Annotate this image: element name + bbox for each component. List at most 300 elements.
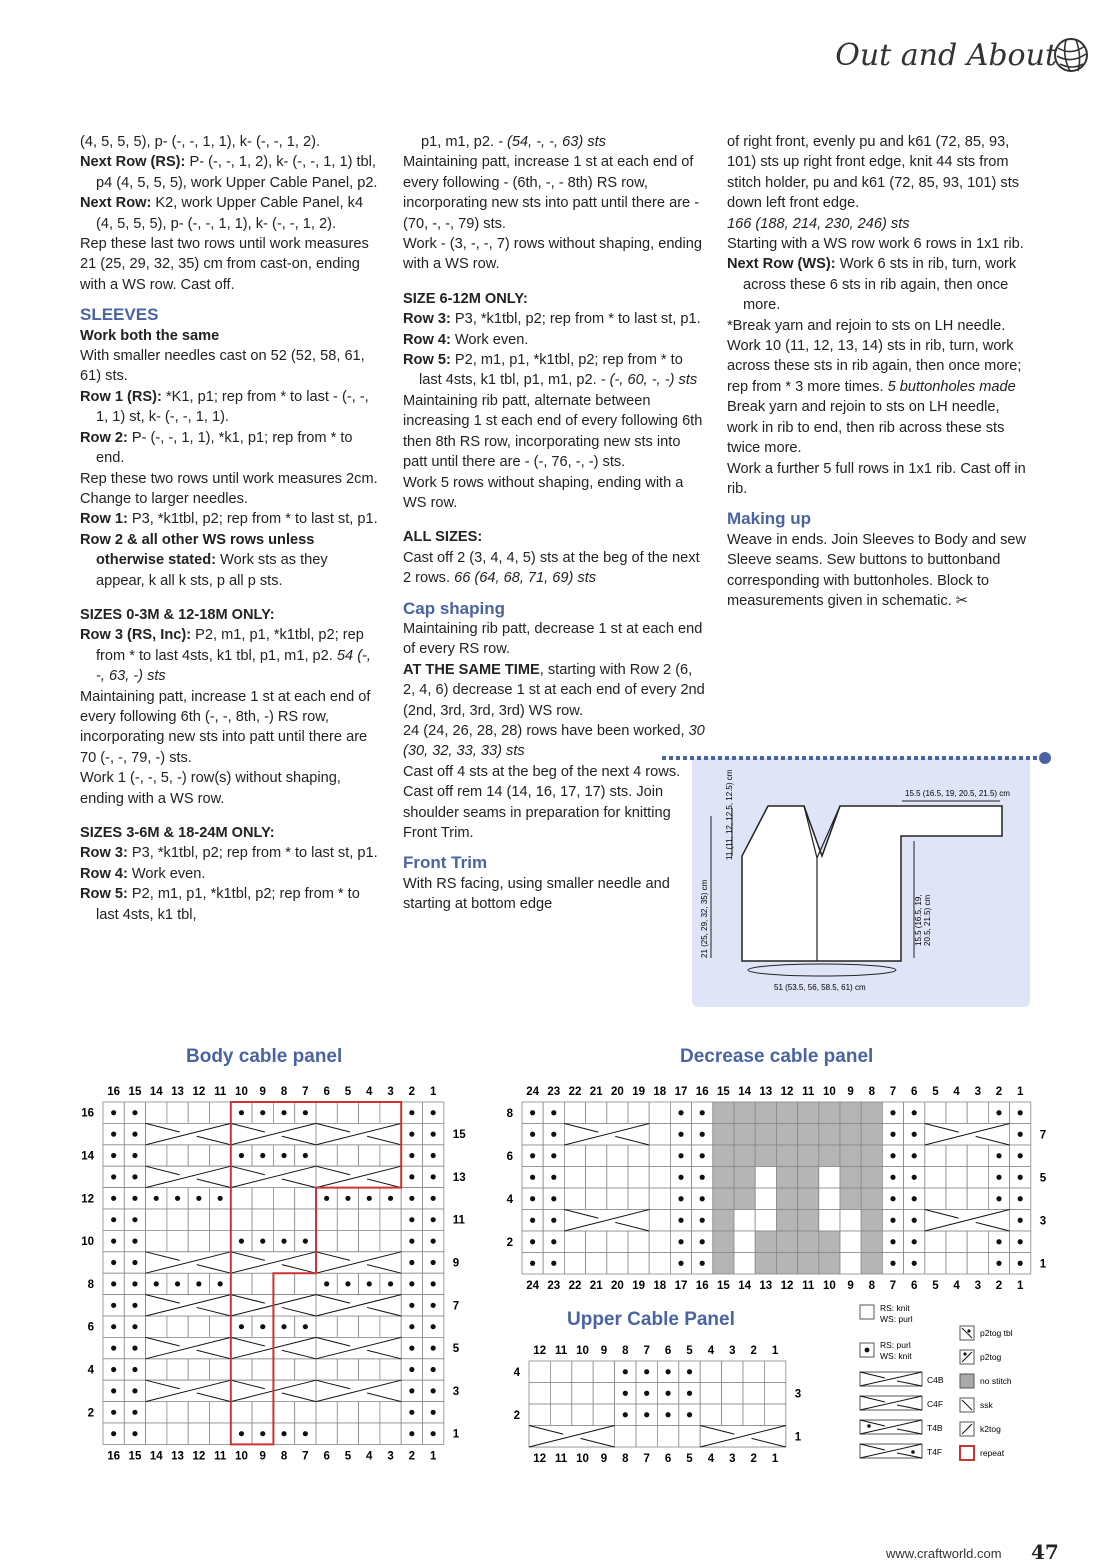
purl-dot: [111, 1174, 116, 1179]
chart-cell: [167, 1423, 188, 1444]
purl-dot: [132, 1346, 137, 1351]
chart-cell: [840, 1167, 861, 1189]
instruction-text: Maintaining patt, increase 1 st at each end of every following - (6th, -, - 8th) RS row, incorporating new sts into patt until there are - (70, -, -, 79) sts.: [403, 154, 700, 232]
purl-dot: [431, 1132, 436, 1137]
column-number: 1: [1016, 1280, 1024, 1292]
purl-dot: [303, 1324, 308, 1329]
purl-dot: [623, 1369, 628, 1374]
purl-dot: [890, 1153, 895, 1158]
column-number: 16: [107, 1086, 121, 1098]
column-number: 13: [759, 1280, 773, 1292]
chart-cell: [649, 1253, 670, 1275]
purl-dot: [700, 1175, 705, 1180]
chart-cell: [146, 1145, 167, 1166]
instruction-paragraph: [80, 326, 380, 346]
column-number: 20: [611, 1280, 624, 1292]
column-number: 12: [533, 1345, 547, 1357]
chart-cell: [316, 1316, 337, 1337]
purl-dot: [431, 1367, 436, 1372]
chart-cell: [607, 1167, 628, 1189]
column-number: 10: [576, 1345, 589, 1357]
purl-dot: [431, 1260, 436, 1265]
column-number: 6: [910, 1086, 918, 1098]
purl-dot: [996, 1175, 1001, 1180]
column-number: 10: [823, 1280, 836, 1292]
row-label: Row 4:: [80, 865, 128, 882]
chart-cell: [925, 1253, 946, 1275]
size-heading: SIZE 6-12M ONLY:: [403, 290, 528, 307]
purl-dot: [687, 1412, 692, 1417]
purl-dot: [996, 1261, 1001, 1266]
column-number: 14: [738, 1086, 751, 1098]
purl-dot: [132, 1367, 137, 1372]
chart-cell: [713, 1231, 734, 1253]
length-label: 21 (25, 29, 32, 35) cm: [700, 879, 709, 958]
column-number: 5: [344, 1450, 352, 1463]
column-number: 14: [149, 1450, 163, 1463]
chart-cell: [564, 1102, 585, 1124]
instruction-paragraph: [727, 397, 1027, 458]
purl-dot: [912, 1110, 917, 1115]
column-number: 3: [387, 1450, 394, 1463]
chart-cell: [146, 1402, 167, 1423]
chart-cell: [572, 1361, 593, 1383]
section-title: Out and About: [835, 38, 1057, 73]
chart-cell: [819, 1124, 840, 1146]
row-number: 9: [452, 1257, 460, 1270]
chart-cell: [337, 1402, 358, 1423]
chart-cell: [776, 1231, 797, 1253]
chart-cell: [380, 1359, 401, 1380]
purl-dot: [687, 1391, 692, 1396]
purl-dot: [431, 1217, 436, 1222]
chart-cell: [734, 1188, 755, 1210]
purl-dot: [324, 1196, 329, 1201]
chart-cell: [776, 1188, 797, 1210]
chart-cell: [628, 1145, 649, 1167]
stitch-count: 5 buttonholes made: [887, 378, 1016, 395]
chart-cell: [188, 1423, 209, 1444]
column-number: 13: [171, 1086, 184, 1098]
purl-dot: [700, 1153, 705, 1158]
column-number: 12: [533, 1453, 547, 1465]
instruction-paragraph: [80, 193, 380, 234]
stitch-count: - (-, 60, -, -) sts: [600, 372, 698, 389]
instruction-paragraph: [403, 619, 708, 660]
row-label: Next Row (WS):: [727, 256, 836, 273]
chart-cell: [700, 1383, 721, 1405]
instruction-text: *Break yarn and rejoin to sts on LH needle. Work 10 (11, 12, 13, 14) sts in rib, turn, work across these sts in rib again, then once more; rep from * 3 more times.: [727, 317, 1022, 395]
chart-cell: [359, 1209, 380, 1230]
chart-cell: [713, 1210, 734, 1232]
chart-cell: [586, 1253, 607, 1275]
purl-dot: [996, 1196, 1001, 1201]
row-number: 1: [1039, 1258, 1047, 1271]
column-number: 7: [643, 1453, 650, 1465]
chart-cell: [188, 1402, 209, 1423]
chart-cell: [231, 1273, 252, 1294]
instruction-paragraph: [80, 768, 380, 809]
column-number: 9: [600, 1345, 608, 1357]
section-heading: SLEEVES: [80, 305, 159, 325]
purl-dot: [132, 1153, 137, 1158]
instruction-paragraph: [403, 234, 708, 275]
chart-cell: [167, 1316, 188, 1337]
chart-cell: [713, 1188, 734, 1210]
purl-dot: [239, 1431, 244, 1436]
instruction-paragraph: [403, 309, 708, 329]
row-label: Work both the same: [80, 327, 220, 344]
chart-cell: [946, 1167, 967, 1189]
instruction-paragraph: [727, 254, 1027, 315]
chart-cell: [586, 1167, 607, 1189]
chart-cell: [146, 1102, 167, 1123]
chest-label: 51 (53.5, 56, 58.5, 61) cm: [774, 983, 866, 992]
row-number: 3: [452, 1385, 460, 1398]
chart-cell: [564, 1145, 585, 1167]
purl-dot: [431, 1110, 436, 1115]
instruction-text: P2, m1, p1, *k1tbl, p2; rep from * to last 4sts, k1 tbl, p1, m1, p2.: [96, 627, 364, 664]
chart-cell: [359, 1316, 380, 1337]
chart-cell: [734, 1253, 755, 1275]
chart-cell: [146, 1316, 167, 1337]
instruction-text: Work sts as they appear, k all k sts, p all p sts.: [96, 552, 328, 589]
chart-cell: [167, 1102, 188, 1123]
purl-dot: [530, 1239, 535, 1244]
column-number: 2: [995, 1086, 1003, 1098]
column-number: 24: [526, 1280, 539, 1292]
chart-cell: [210, 1209, 231, 1230]
chart-cell: [798, 1210, 819, 1232]
chart-cell: [380, 1230, 401, 1251]
purl-dot: [409, 1153, 414, 1158]
column-number: 4: [707, 1453, 715, 1465]
chart-cell: [252, 1209, 273, 1230]
row-number: 2: [513, 1409, 520, 1422]
row-number: 10: [81, 1236, 94, 1249]
chart-cell: [713, 1253, 734, 1275]
purl-dot: [530, 1218, 535, 1223]
column-number: 13: [759, 1086, 773, 1098]
chart-cell: [337, 1359, 358, 1380]
purl-dot: [623, 1412, 628, 1417]
purl-dot: [1018, 1153, 1023, 1158]
instruction-paragraph: [403, 330, 708, 350]
chart-cell: [713, 1124, 734, 1146]
stitch-count: 66 (64, 68, 71, 69) sts: [454, 570, 597, 587]
chart-cell: [755, 1145, 776, 1167]
purl-dot: [678, 1153, 683, 1158]
chart-cell: [764, 1361, 785, 1383]
cardigan-outline: [742, 806, 1002, 961]
purl-dot: [388, 1196, 393, 1201]
chart-cell: [861, 1210, 882, 1232]
column-number: 12: [780, 1280, 794, 1292]
column-number: 6: [323, 1450, 330, 1463]
purl-dot: [196, 1196, 201, 1201]
instruction-paragraph: [80, 687, 380, 769]
legend-rs-knit: RS: knit: [880, 1303, 910, 1313]
chart-cell: [593, 1404, 614, 1426]
purl-dot: [409, 1132, 414, 1137]
chart-cell: [359, 1423, 380, 1444]
row-label: Row 5:: [403, 352, 451, 369]
instruction-text: P2, m1, p1, *k1tbl, p2; rep from * to last 4sts, k1 tbl,: [96, 886, 360, 923]
purl-dot: [551, 1132, 556, 1137]
purl-dot: [644, 1391, 649, 1396]
purl-dot: [111, 1260, 116, 1265]
instruction-text: 24 (24, 26, 28, 28) rows have been worked,: [403, 722, 689, 739]
chart-cell: [967, 1102, 988, 1124]
column-number: 23: [547, 1280, 561, 1292]
column-number: 21: [589, 1280, 603, 1292]
chart-cell: [273, 1402, 294, 1423]
column-number: 24: [526, 1086, 539, 1098]
chart-cell: [840, 1102, 861, 1124]
chart-cell: [146, 1230, 167, 1251]
instruction-paragraph: [727, 316, 1027, 398]
chart-cell: [925, 1145, 946, 1167]
chart-cell: [840, 1188, 861, 1210]
row-number: 4: [506, 1193, 513, 1206]
row-label: Row 4:: [403, 331, 451, 348]
chart-cell: [819, 1102, 840, 1124]
instruction-text: P3, *k1tbl, p2; rep from * to last st, p1.: [127, 845, 378, 862]
purl-dot: [303, 1431, 308, 1436]
column-number: 7: [889, 1086, 897, 1098]
chart-cell: [628, 1167, 649, 1189]
chart-cell: [776, 1253, 797, 1275]
page-number: 47: [1031, 1540, 1059, 1564]
chart-cell: [295, 1402, 316, 1423]
purl-dot: [530, 1110, 535, 1115]
chart-cell: [755, 1124, 776, 1146]
chart-cell: [636, 1426, 657, 1448]
instruction-paragraph: [80, 864, 380, 884]
row-number: 1: [794, 1431, 802, 1444]
chart-cell: [529, 1404, 550, 1426]
purl-dot: [551, 1153, 556, 1158]
chart-cell: [146, 1423, 167, 1444]
purl-dot: [239, 1239, 244, 1244]
column-number: 18: [653, 1086, 667, 1098]
chart-cell: [946, 1253, 967, 1275]
chart-cell: [359, 1102, 380, 1123]
column-number: 5: [932, 1280, 939, 1292]
chart-cell: [337, 1316, 358, 1337]
body-cable-chart: [70, 1075, 470, 1475]
chart-cell: [380, 1402, 401, 1423]
purl-dot: [281, 1153, 286, 1158]
column-number: 1: [771, 1345, 779, 1357]
row-number: 6: [506, 1150, 513, 1163]
sleeve-width-label: 15.5 (16.5, 19, 20.5, 21.5) cm: [905, 789, 1010, 798]
chart-cell: [861, 1124, 882, 1146]
instruction-text: Break yarn and rejoin to sts on LH needle, work in rib to end, then rib across these sts twice more.: [727, 399, 1005, 457]
purl-dot: [1018, 1196, 1023, 1201]
chart-cell: [586, 1145, 607, 1167]
chart-cell: [700, 1361, 721, 1383]
purl-dot: [700, 1110, 705, 1115]
chart-cell: [188, 1145, 209, 1166]
column-number: 15: [128, 1086, 142, 1098]
purl-dot: [890, 1261, 895, 1266]
instruction-paragraph: [80, 234, 380, 295]
instruction-text: With smaller needles cast on 52 (52, 58, 61, 61) sts.: [80, 348, 365, 385]
chart-cell: [649, 1210, 670, 1232]
purl-dot: [551, 1261, 556, 1266]
decrease-cable-chart: [495, 1075, 1065, 1295]
chart-cell: [273, 1359, 294, 1380]
purl-dot: [890, 1110, 895, 1115]
chart-cell: [359, 1359, 380, 1380]
row-number: 4: [513, 1366, 520, 1379]
purl-dot: [409, 1303, 414, 1308]
column-number: 11: [214, 1086, 227, 1098]
instruction-paragraph: [80, 530, 380, 591]
purl-dot: [1018, 1261, 1023, 1266]
row-number: 2: [87, 1407, 94, 1420]
instruction-text: Starting with a WS row work 6 rows in 1x1 rib.: [727, 236, 1024, 253]
purl-dot: [132, 1217, 137, 1222]
instruction-text: p1, m1, p2.: [421, 134, 499, 150]
instruction-text: P- (-, -, 1, 1), *k1, p1; rep from * to end.: [96, 429, 353, 467]
column-number: 4: [366, 1086, 373, 1098]
chart-cell: [586, 1188, 607, 1210]
purl-dot: [111, 1132, 116, 1137]
purl-dot: [367, 1281, 372, 1286]
purl-dot: [551, 1218, 556, 1223]
instruction-paragraph: [80, 428, 380, 469]
purl-dot: [530, 1132, 535, 1137]
purl-dot: [623, 1391, 628, 1396]
row-label: Next Row:: [80, 195, 152, 212]
chart-cell: [210, 1145, 231, 1166]
purl-dot: [644, 1412, 649, 1417]
chart-cell: [755, 1231, 776, 1253]
purl-dot: [132, 1324, 137, 1329]
chart-cell: [295, 1188, 316, 1209]
purl-dot: [431, 1153, 436, 1158]
purl-dot: [890, 1175, 895, 1180]
section-heading: Making up: [727, 509, 812, 529]
chart-cell: [380, 1423, 401, 1444]
purl-dot: [912, 1261, 917, 1266]
chart-cell: [649, 1145, 670, 1167]
legend-no-stitch: no stitch: [980, 1376, 1012, 1386]
column-number: 2: [995, 1280, 1003, 1292]
upper-cable-chart: [500, 1335, 820, 1475]
text-column-1: [80, 132, 380, 925]
instruction-text: Rep these last two rows until work measures 21 (25, 29, 32, 35) cm from cast-on, ending with a WS row. Cast off.: [80, 236, 369, 293]
legend-t4b: T4B: [927, 1423, 943, 1433]
chart-cell: [798, 1124, 819, 1146]
purl-dot: [1018, 1239, 1023, 1244]
column-number: 8: [280, 1086, 288, 1098]
chart-cell: [316, 1145, 337, 1166]
column-number: 15: [128, 1450, 142, 1463]
purl-dot: [132, 1410, 137, 1415]
purl-dot: [431, 1324, 436, 1329]
chart-cell: [607, 1253, 628, 1275]
chart-cell: [840, 1145, 861, 1167]
purl-dot: [154, 1196, 159, 1201]
instruction-paragraph: [80, 152, 380, 193]
purl-dot: [260, 1431, 265, 1436]
chart-cell: [167, 1402, 188, 1423]
row-number: 16: [81, 1107, 94, 1120]
chart-cell: [564, 1167, 585, 1189]
purl-dot: [409, 1239, 414, 1244]
chart-cell: [967, 1145, 988, 1167]
chart-cell: [628, 1102, 649, 1124]
row-number: 8: [87, 1278, 94, 1291]
purl-dot: [912, 1218, 917, 1223]
chart-cell: [649, 1188, 670, 1210]
row-number: 1: [452, 1428, 460, 1441]
column-number: 23: [547, 1086, 561, 1098]
purl-dot: [1018, 1175, 1023, 1180]
column-number: 19: [632, 1086, 645, 1098]
column-number: 3: [974, 1280, 982, 1292]
chart-cell: [967, 1188, 988, 1210]
purl-dot: [678, 1175, 683, 1180]
purl-dot: [700, 1196, 705, 1201]
purl-dot: [111, 1410, 116, 1415]
purl-dot: [132, 1388, 137, 1393]
chart-cell: [946, 1102, 967, 1124]
chart-cell: [713, 1167, 734, 1189]
column-number: 16: [107, 1450, 121, 1463]
purl-dot: [996, 1239, 1001, 1244]
decrease-cable-title: Decrease cable panel: [680, 1046, 874, 1067]
legend-ws-purl: WS: purl: [880, 1314, 913, 1324]
purl-dot: [111, 1303, 116, 1308]
chart-cell: [861, 1102, 882, 1124]
purl-dot: [890, 1196, 895, 1201]
column-number: 16: [695, 1086, 709, 1098]
chart-cell: [755, 1210, 776, 1232]
purl-dot: [912, 1175, 917, 1180]
purl-dot: [890, 1218, 895, 1223]
garment-schematic: [692, 758, 1030, 1007]
instruction-paragraph: [727, 234, 1027, 254]
purl-dot: [551, 1175, 556, 1180]
chart-cell: [967, 1167, 988, 1189]
purl-dot: [409, 1324, 414, 1329]
chart-cell: [649, 1167, 670, 1189]
column-number: 5: [686, 1345, 693, 1357]
chart-cell: [167, 1230, 188, 1251]
purl-dot: [666, 1391, 671, 1396]
column-number: 3: [729, 1453, 736, 1465]
chart-cell: [337, 1145, 358, 1166]
chart-cell: [231, 1209, 252, 1230]
column-number: 10: [823, 1086, 836, 1098]
purl-dot: [700, 1239, 705, 1244]
section-heading: Cap shaping: [403, 598, 506, 618]
legend-k2tog: k2tog: [980, 1424, 1001, 1434]
chart-cell: [273, 1209, 294, 1230]
chart-cell: [840, 1253, 861, 1275]
column-number: 5: [686, 1453, 693, 1465]
purl-dot: [132, 1303, 137, 1308]
purl-dot: [260, 1110, 265, 1115]
chart-cell: [295, 1273, 316, 1294]
chart-cell: [679, 1426, 700, 1448]
purl-dot: [218, 1196, 223, 1201]
column-number: 10: [576, 1453, 589, 1465]
